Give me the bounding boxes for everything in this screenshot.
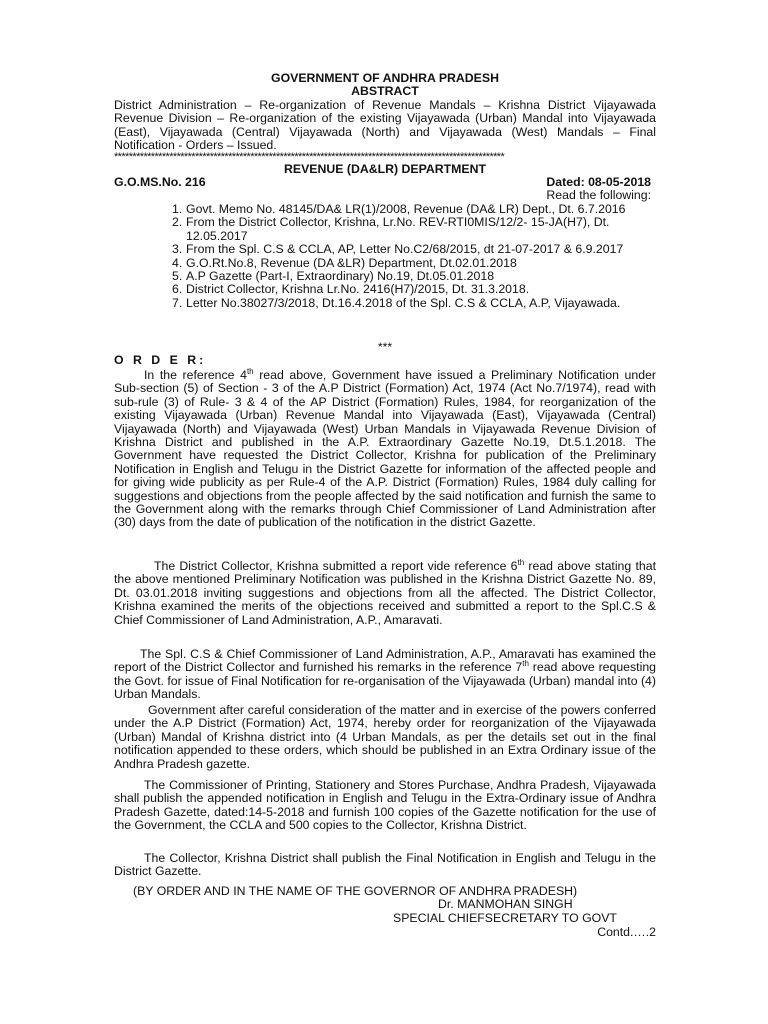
department-heading: REVENUE (DA&LR) DEPARTMENT <box>284 162 486 176</box>
reference-number: 3. <box>172 242 183 257</box>
signatory-designation: SPECIAL CHIEFSECRETARY TO GOVT <box>393 911 617 925</box>
reference-text: G.O.Rt.No.8, Revenue (DA &LR) Department, Dt.02.01.2018 <box>186 255 517 270</box>
paragraph-text: In the reference 4 <box>144 368 247 382</box>
reference-item <box>172 270 632 283</box>
go-date: Dated: 08-05-2018 <box>546 175 651 189</box>
government-title: GOVERNMENT OF ANDHRA PRADESH <box>271 71 499 85</box>
abstract-label: ABSTRACT <box>351 84 419 98</box>
superscript: th <box>517 558 525 567</box>
reference-number: 7. <box>172 295 183 310</box>
order-paragraph-1 <box>114 369 656 530</box>
paragraph-text: read above requesting the Govt. for issue of Final Notification for re-organisation of the Vijayawada (Urban) mandal into (4) Urban Mandals. <box>114 660 657 702</box>
reference-text: From the District Collector, Krishna, Lr.No. REV-RTI0MIS/12/2- 15-JA(H7), Dt. 12.05.2017 <box>186 215 610 243</box>
order-paragraph-3 <box>114 648 656 702</box>
order-paragraph-6: The Collector, Krishna District shall publish the Final Notification in English and Telugu in the District Gazette. <box>114 851 656 879</box>
superscript: th <box>522 659 529 669</box>
order-heading-colon: : <box>199 353 204 367</box>
divider-stars: *** <box>377 340 393 354</box>
reference-text: District Collector, Krishna Lr.No. 2416(H7)/2015, Dt. 31.3.2018. <box>186 282 530 297</box>
reference-item <box>172 257 632 270</box>
reference-text: Govt. Memo No. 48145/DA& LR(1)/2008, Revenue (DA& LR) Dept., Dt. 6.7.2016 <box>186 202 626 216</box>
reference-text: A.P Gazette (Part-I, Extraordinary) No.19, Dt.05.01.2018 <box>186 269 495 284</box>
reference-text: From the Spl. C.S & CCLA, AP, Letter No.C2/68/2015, dt 21-07-2017 & 6.9.2017 <box>186 242 624 257</box>
reference-number: 5. <box>172 269 183 284</box>
read-following-label: Read the following: <box>546 188 651 202</box>
order-heading <box>114 354 203 367</box>
reference-item <box>172 216 632 243</box>
paragraph-text: The Spl. C.S & Chief Commissioner of Land Administration, A.P., Amaravati has examined the report of the District Collector and furnished his remarks in the reference 7 <box>114 647 656 675</box>
order-paragraph-4: Government after careful consideration of the matter and in exercise of the powers conferred under the A.P District (Formation) Act, 1974, hereby order for reorganization of the Vijayawada (Urban) Mandal of Krishna district into (4 Urban Mandals, as per the details set out in the final notification appended to these orders, which should be published in an Extra Ordinary issue of the Andhra Pradesh gazette. <box>114 703 656 771</box>
reference-item <box>172 243 632 256</box>
reference-list <box>172 203 632 310</box>
paragraph-text: The District Collector, Krishna submitted a report vide reference 6 <box>154 559 518 573</box>
paragraph-text: read above, Government have issued a Preliminary Notification under Sub-section (5) of Section - 3 of the A.P District (Formation) Act, 1974 (Act No.7/1974), read with sub-rule (3) of Rule- 3 & 4 of the AP District (Formation) Rules, 1984, for reorganization of the existing Vijayawada (Urban) Revenue Mandal into Vijayawada (East), Vijayawada (Central) Vijayawada (North) and Vijayawada (West) Urban Mandals in Vijayawada Revenue Division of Krishna District and published in the A.P. Extraordinary Gazette No.19, Dt.5.1.2018. The Government have requested the District Collector, Krishna for publication of the Preliminary Notification in English and Telugu in the District Gazette for information of the affected people and for giving wide publicity as per Rule-4 of the A.P. District (Formation) Rules, 1984 duly calling for suggestions and objections from the people affected by the said notification and furnish the same to the Government along with the remarks through Chief Commissioner of Land Administration after (30) days from the date of publication of the notification in the district Gazette. <box>114 368 656 530</box>
superscript: th <box>246 367 254 376</box>
order-paragraph-5: The Commissioner of Printing, Stationery and Stores Purchase, Andhra Pradesh, Vijayawada shall publish the appended notification in English and Telugu in the Extra-Ordinary issue of Andhra Pradesh Gazette, dated:14-5-2018 and furnish 100 copies of the Gazette notification for the use of the Government, the CCLA and 500 copies to the Collector, Krishna District. <box>114 778 656 833</box>
reference-number: 2. <box>172 215 183 230</box>
reference-number: 6. <box>172 282 183 297</box>
reference-number: 4. <box>172 255 183 270</box>
separator-line: ********************************************************************************************************** <box>114 152 505 163</box>
reference-item <box>172 297 632 310</box>
abstract-text: District Administration – Re-organization of Revenue Mandals – Krishna District Vijayawada Revenue Division – Re-organization of the existing Vijayawada (Urban) Mandal into Vijayawada (East), Vijayawada (Central) Vijayawada (North) and Vijayawada (West) Mandals – Final Notification - Orders – Issued. <box>114 98 656 153</box>
order-heading-text: O R D E R <box>114 353 200 367</box>
go-number: G.O.MS.No. 216 <box>114 175 206 189</box>
reference-item <box>172 283 632 296</box>
continued-marker: Contd.….2 <box>597 925 656 939</box>
order-paragraph-2 <box>114 560 656 627</box>
reference-item <box>172 203 632 216</box>
reference-text: Letter No.38027/3/2018, Dt.16.4.2018 of the Spl. C.S & CCLA, A.P, Vijayawada. <box>186 295 621 310</box>
paragraph-text: read above stating that the above mentioned Preliminary Notification was published in the Krishna District Gazette No. 89, Dt. 03.01.2018 inviting suggestions and objections from all the affected. The District Collector, Krishna examined the merits of the objections received and submitted a report to the Spl.C.S & Chief Commissioner of Land Administration, A.P., Amaravati. <box>114 559 656 627</box>
reference-number: 1. <box>172 202 183 216</box>
signatory-name: Dr. MANMOHAN SINGH <box>438 897 573 911</box>
by-order-line: (BY ORDER AND IN THE NAME OF THE GOVERNOR OF ANDHRA PRADESH) <box>133 884 578 898</box>
